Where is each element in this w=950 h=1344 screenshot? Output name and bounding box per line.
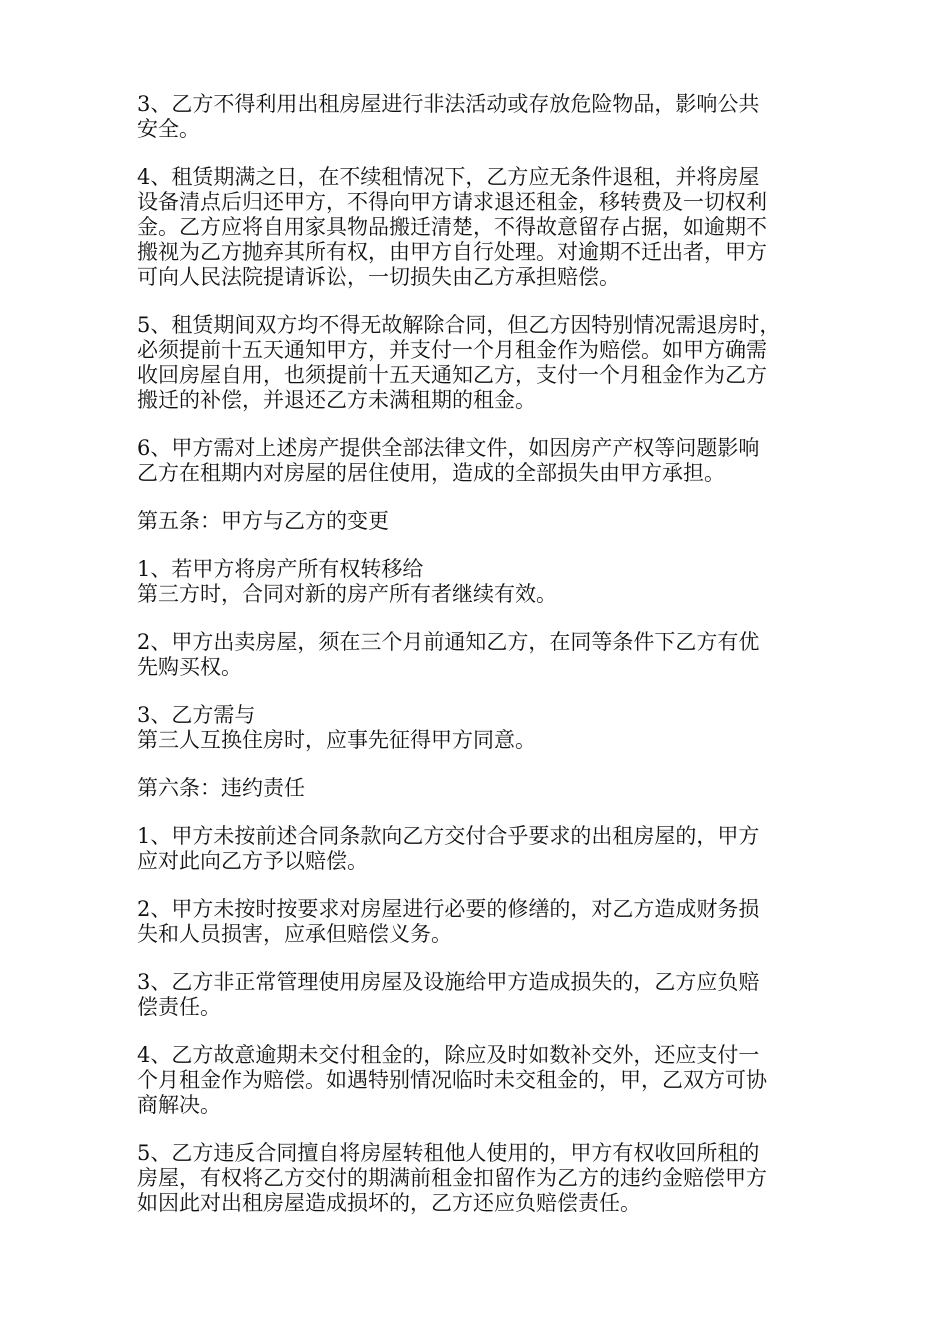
- text-line: 偿责任。: [137, 995, 221, 1019]
- clause-6-item-4: [137, 1043, 827, 1118]
- text-line: 5、乙方违反合同擅自将房屋转租他人使用的，甲方有权收回所租的: [137, 1141, 760, 1165]
- text-line: 6、甲方需对上述房产提供全部法律文件，如因房产产权等问题影响: [137, 436, 760, 460]
- text-line: 1、甲方未按前述合同条款向乙方交付合乎要求的出租房屋的，甲方: [137, 824, 760, 848]
- text-line: 3、乙方不得利用出租房屋进行非法活动或存放危险物品，影响公共: [137, 92, 760, 116]
- clause-5-item-2: [137, 630, 827, 680]
- clause-6-item-1: [137, 824, 827, 874]
- text-line: 设备清点后归还甲方，不得向甲方请求退还租金，移转费及一切权利: [137, 190, 767, 214]
- text-line: 应对此向乙方予以赔偿。: [137, 849, 368, 873]
- text-line: 5、租赁期间双方均不得无故解除合同，但乙方因特别情况需退房时，: [137, 313, 781, 337]
- text-line: 收回房屋自用，也须提前十五天通知乙方，支付一个月租金作为乙方: [137, 363, 767, 387]
- text-line: 1、若甲方将房产所有权转移给: [137, 557, 424, 581]
- clause-4-item-5: [137, 313, 827, 413]
- text-line: 4、乙方故意逾期未交付租金的，除应及时如数补交外，还应支付一: [137, 1043, 760, 1067]
- text-line: 3、乙方非正常管理使用房屋及设施给甲方造成损失的，乙方应负赔: [137, 970, 760, 994]
- clause-5-item-1: [137, 557, 827, 607]
- text-line: 可向人民法院提请诉讼，一切损失由乙方承担赔偿。: [137, 265, 620, 289]
- text-line: 商解决。: [137, 1093, 221, 1117]
- text-line: 4、租赁期满之日，在不续租情况下，乙方应无条件退租，并将房屋: [137, 165, 760, 189]
- text-line: 3、乙方需与: [137, 703, 256, 727]
- text-line: 搬视为乙方抛弃其所有权，由甲方自行处理。对逾期不迁出者，甲方: [137, 240, 767, 264]
- text-line: 先购买权。: [137, 655, 242, 679]
- text-line: 搬迁的补偿，并退还乙方未满租期的租金。: [137, 388, 536, 412]
- section-heading-article-5: [137, 509, 827, 534]
- text-line: 2、甲方出卖房屋，须在三个月前通知乙方，在同等条件下乙方有优: [137, 630, 760, 654]
- text-line: 失和人员损害，应承但赔偿义务。: [137, 922, 452, 946]
- heading-text: 第五条：甲方与乙方的变更: [137, 509, 389, 533]
- clause-4-item-6: [137, 436, 827, 486]
- text-line: 金。乙方应将自用家具物品搬迁清楚，不得故意留存占据，如逾期不: [137, 215, 767, 239]
- text-line: 个月租金作为赔偿。如遇特别情况临时未交租金的，甲，乙双方可协: [137, 1068, 767, 1092]
- clause-4-item-3: [137, 92, 827, 142]
- clause-4-item-4: [137, 165, 827, 290]
- document-page: [137, 92, 827, 1239]
- clause-6-item-2: [137, 897, 827, 947]
- text-line: 如因此对出租房屋造成损坏的，乙方还应负赔偿责任。: [137, 1191, 641, 1215]
- text-line: 房屋，有权将乙方交付的期满前租金扣留作为乙方的违约金赔偿甲方: [137, 1166, 767, 1190]
- text-line: 第三人互换住房时，应事先征得甲方同意。: [137, 728, 536, 752]
- section-heading-article-6: [137, 776, 827, 801]
- clause-6-item-5: [137, 1141, 827, 1216]
- clause-5-item-3: [137, 703, 827, 753]
- text-line: 安全。: [137, 117, 200, 141]
- text-line: 乙方在租期内对房屋的居住使用，造成的全部损失由甲方承担。: [137, 461, 725, 485]
- text-line: 必须提前十五天通知甲方，并支付一个月租金作为赔偿。如甲方确需: [137, 338, 767, 362]
- clause-6-item-3: [137, 970, 827, 1020]
- heading-text: 第六条：违约责任: [137, 776, 305, 800]
- text-line: 2、甲方未按时按要求对房屋进行必要的修缮的，对乙方造成财务损: [137, 897, 760, 921]
- text-line: 第三方时，合同对新的房产所有者继续有效。: [137, 582, 557, 606]
